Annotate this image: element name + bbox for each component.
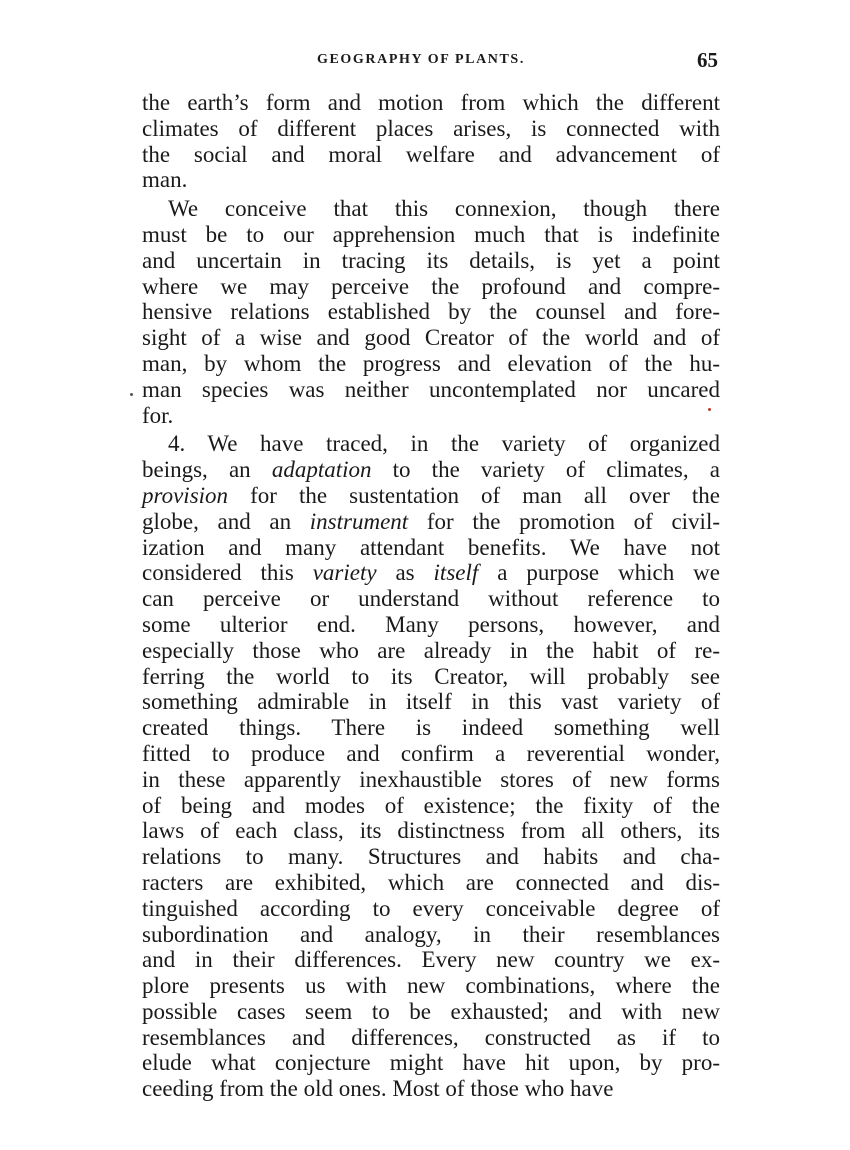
running-head (142, 46, 720, 76)
text-line: man, by whom the progress and elevation of the hu- (142, 350, 720, 376)
text-line: the earth’s form and motion from which the different (142, 90, 720, 115)
text-line: ferring the world to its Creator, will probably see (142, 663, 720, 689)
text-line: in these apparently inexhaustible stores of new forms (142, 766, 720, 792)
text-line: especially those who are already in the habit of re- (142, 637, 720, 663)
text-line: laws of each class, its distinctness from all others, its (142, 818, 720, 844)
text-line: fitted to produce and confirm a reverential wonder, (142, 740, 720, 766)
text-line: where we may perceive the profound and compre- (142, 273, 720, 299)
text-line: some ulterior end. Many persons, however, and (142, 611, 720, 637)
text-line: ization and many attendant benefits. We have not (142, 534, 720, 560)
text-line: resemblances and differences, constructed as if to (142, 1024, 720, 1050)
text-line: man species was neither uncontemplated nor uncared (142, 376, 720, 402)
text-line: relations to many. Structures and habits and cha- (142, 844, 720, 870)
text-line: climates of different places arises, is connected with (142, 115, 720, 141)
text-line: created things. There is indeed something well (142, 715, 720, 741)
text-line: globe, and an instrument for the promotion of civil- (142, 508, 721, 534)
body-text (142, 90, 720, 1102)
running-title: GEOGRAPHY OF PLANTS. (317, 52, 525, 67)
text-line: provision for the sustentation of man all over the (142, 482, 720, 508)
red-ink-speck (708, 408, 711, 411)
text-line: racters are exhibited, which are connected and dis- (142, 869, 720, 895)
text-line: the social and moral welfare and advancement of (142, 141, 720, 167)
text-line: and uncertain in tracing its details, is yet a point (142, 247, 720, 273)
text-line: possible cases seem to be exhausted; and with new (142, 998, 720, 1024)
text-line: We conceive that this connexion, though there (168, 196, 720, 222)
text-line: beings, an adaptation to the variety of climates, a (142, 457, 720, 483)
paragraph (142, 196, 720, 428)
page-number: 65 (697, 48, 718, 72)
text-line: subordination and analogy, in their resemblances (142, 921, 720, 947)
text-line: man. (142, 167, 188, 193)
text-line: tinguished according to every conceivable degree of (142, 895, 720, 921)
text-line: sight of a wise and good Creator of the world and of (142, 325, 720, 351)
ink-speck (130, 393, 133, 396)
text-line: plore presents us with new combinations, where the (142, 973, 720, 999)
text-line: ceeding from the old ones. Most of those who have (142, 1076, 614, 1102)
text-line: considered this variety as itself a purpose which we (142, 560, 720, 586)
text-line: elude what conjecture might have hit upon, by pro- (142, 1050, 720, 1076)
book-page (142, 46, 720, 1105)
text-line: 4. We have traced, in the variety of organized (168, 431, 720, 457)
text-line: something admirable in itself in this vast variety of (142, 689, 720, 715)
text-line: must be to our apprehension much that is indefinite (142, 221, 720, 247)
text-line: hensive relations established by the counsel and fore- (142, 299, 720, 325)
text-line: for. (142, 402, 174, 428)
text-line: can perceive or understand without reference to (142, 586, 720, 612)
text-line: of being and modes of existence; the fixity of the (142, 792, 720, 818)
text-line: and in their differences. Every new country we ex- (142, 947, 720, 973)
paragraph (142, 431, 720, 1102)
paragraph (142, 90, 720, 193)
